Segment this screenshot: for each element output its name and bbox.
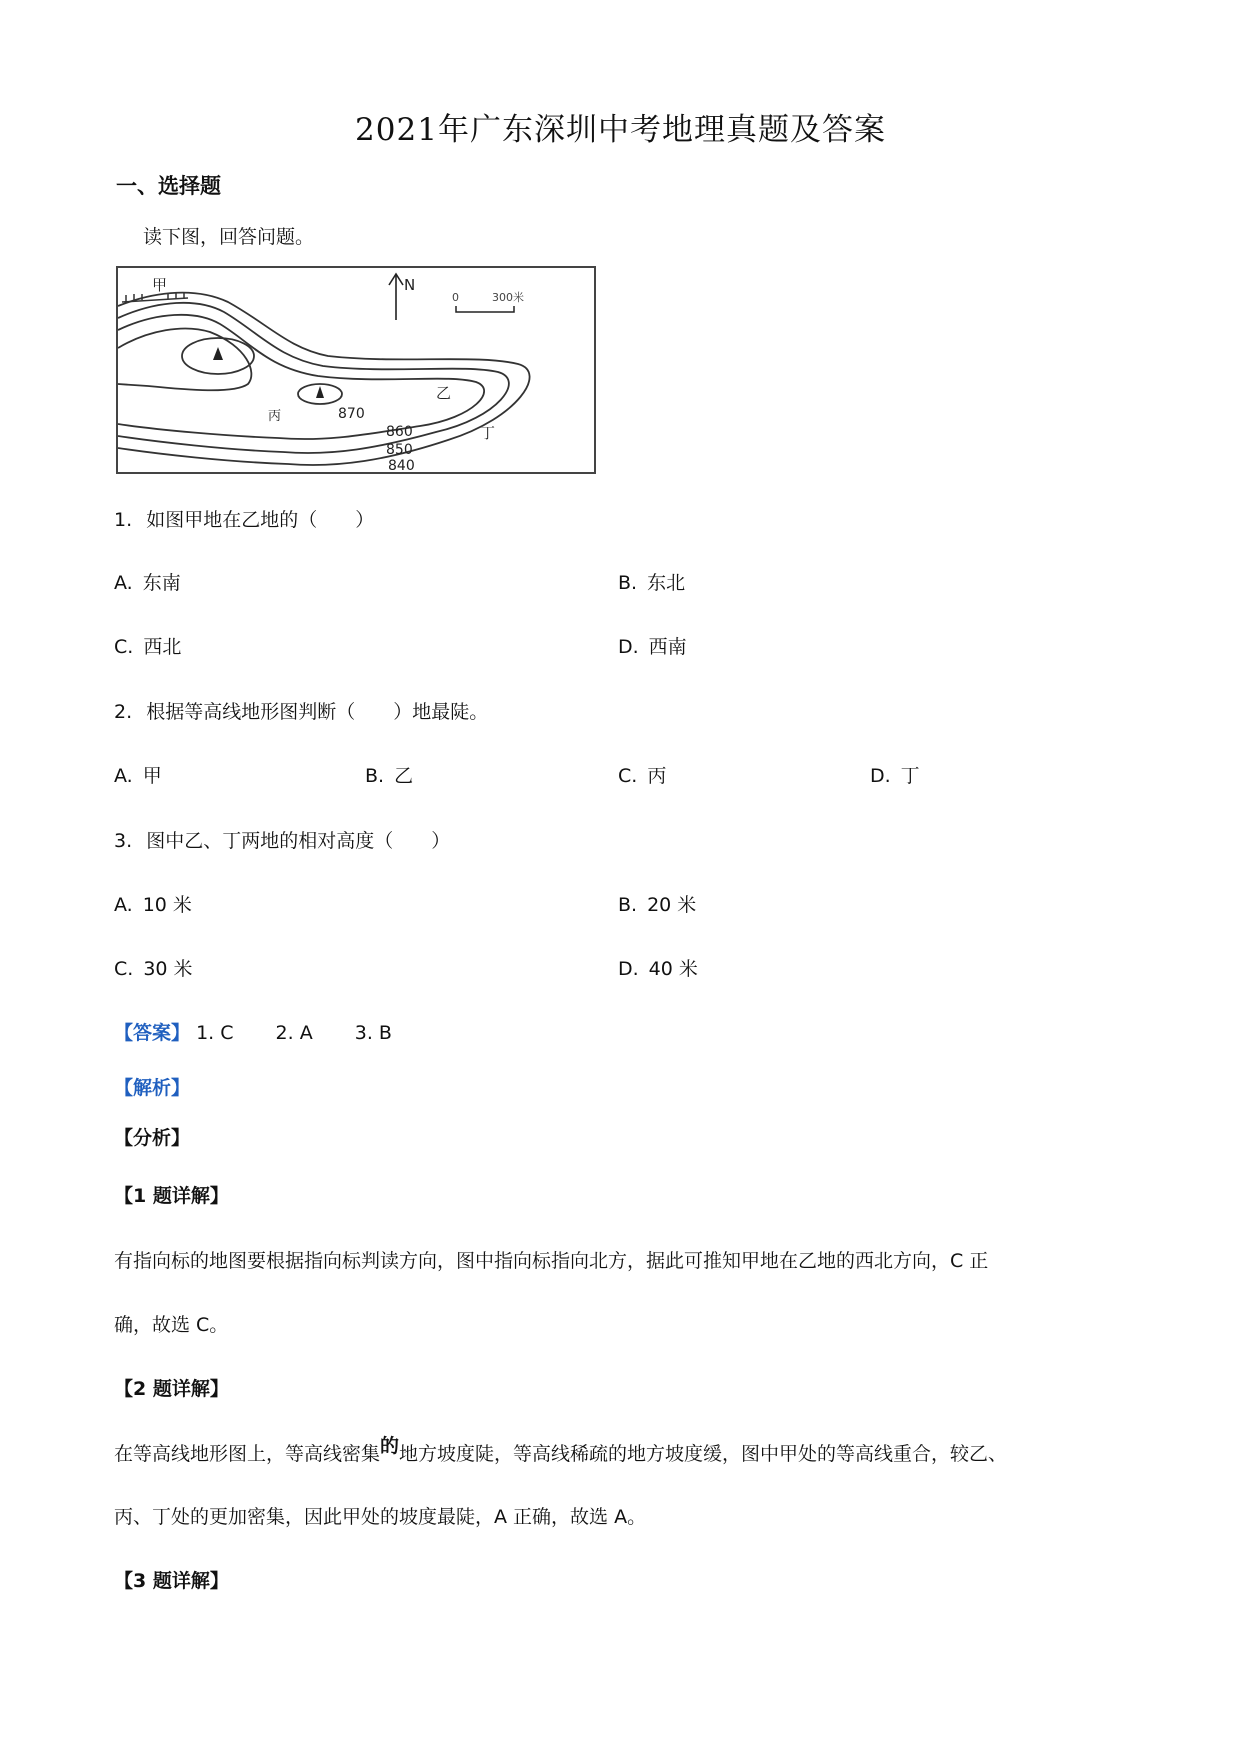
question-number: 1.: [114, 509, 133, 531]
answer-line: [114, 1018, 392, 1045]
option-text: 西南: [648, 636, 687, 658]
q3-option-a: [114, 890, 192, 917]
q3-option-c: [114, 954, 193, 981]
option-text: 10 米: [142, 894, 192, 916]
detail2-text-a: 在等高线地形图上，等高线密集: [114, 1443, 381, 1465]
q1-option-c: [114, 632, 181, 659]
answer-item: 3. B: [354, 1022, 392, 1044]
question-number: 2.: [114, 701, 133, 723]
analysis-label: 【解析】: [114, 1077, 191, 1099]
option-text: 东北: [647, 572, 686, 594]
q1-option-d: [618, 632, 687, 659]
option-letter: D.: [870, 765, 891, 787]
q3-option-d: [618, 954, 698, 981]
peak-triangle-icon: [316, 386, 324, 398]
q2-option-b: [365, 761, 413, 788]
answer-item: 1. C: [196, 1022, 234, 1044]
question-text: 图中乙、丁两地的相对高度（ ）: [146, 830, 451, 852]
q3-option-b: [618, 890, 696, 917]
map-label-jia: 甲: [152, 276, 168, 294]
answer-item: 2. A: [275, 1022, 313, 1044]
option-letter: A.: [114, 894, 133, 916]
option-letter: C.: [114, 636, 134, 658]
scale-bar-icon: [456, 306, 514, 312]
detail2-line1: [114, 1435, 1008, 1466]
option-text: 30 米: [143, 958, 193, 980]
peak-triangle-icon: [213, 347, 223, 360]
detail2-line2: 丙、丁处的更加密集，因此甲处的坡度最陡，A 正确，故选 A。: [114, 1506, 647, 1528]
map-label-ding: 丁: [480, 424, 496, 442]
detail2-text-de: 的: [380, 1435, 400, 1457]
question-text: 如图甲地在乙地的（ ）: [146, 509, 375, 531]
option-letter: A.: [114, 765, 133, 787]
option-text: 丙: [647, 765, 667, 787]
question-3: [114, 826, 450, 853]
map-label-bing: 丙: [268, 409, 282, 424]
map-label-870: 870: [338, 406, 365, 422]
detail2-label: 【2 题详解】: [114, 1378, 229, 1400]
option-text: 甲: [142, 765, 162, 787]
detail1-line1: 有指向标的地图要根据指向标判读方向，图中指向标指向北方，据此可推知甲地在乙地的西北方向，C 正: [114, 1250, 989, 1272]
contour-line-860: [118, 315, 484, 439]
map-label-north: N: [404, 276, 416, 294]
section-heading: 一、选择题: [116, 174, 221, 198]
q2-option-d: [870, 761, 920, 788]
option-letter: C.: [114, 958, 134, 980]
intro-text: 读下图，回答问题。: [143, 226, 315, 248]
option-letter: B.: [618, 572, 638, 594]
q2-option-c: [618, 761, 666, 788]
question-number: 3.: [114, 830, 133, 852]
q1-option-a: [114, 568, 181, 595]
question-1: [114, 505, 374, 532]
contour-map: [116, 266, 596, 474]
detail3-label: 【3 题详解】: [114, 1570, 229, 1592]
option-letter: C.: [618, 765, 638, 787]
question-text: 根据等高线地形图判断（ ）地最陡。: [146, 701, 489, 723]
contour-map-svg: [118, 268, 594, 472]
detail1-line2: 确，故选 C。: [114, 1314, 229, 1336]
detail1-label: 【1 题详解】: [114, 1185, 229, 1207]
option-text: 西北: [143, 636, 182, 658]
map-label-scale-zero: 0: [452, 291, 459, 304]
option-letter: A.: [114, 572, 133, 594]
map-label-yi: 乙: [436, 384, 452, 402]
q2-option-a: [114, 761, 162, 788]
option-text: 40 米: [648, 958, 698, 980]
page-title: 2021年广东深圳中考地理真题及答案: [355, 112, 886, 148]
option-text: 丁: [900, 765, 920, 787]
option-letter: B.: [618, 894, 638, 916]
option-text: 东南: [142, 572, 181, 594]
option-letter: D.: [618, 958, 639, 980]
option-letter: D.: [618, 636, 639, 658]
option-letter: B.: [365, 765, 385, 787]
fenxi-label: 【分析】: [114, 1127, 191, 1149]
option-text: 20 米: [647, 894, 697, 916]
answer-label: 【答案】: [114, 1022, 191, 1044]
map-label-860: 860: [386, 424, 413, 440]
north-arrow-icon: [389, 274, 403, 320]
map-label-840: 840: [388, 458, 415, 472]
q1-option-b: [618, 568, 685, 595]
map-label-850: 850: [386, 442, 413, 458]
option-text: 乙: [394, 765, 414, 787]
detail2-text-b: 地方坡度陡，等高线稀疏的地方坡度缓，图中甲处的等高线重合，较乙、: [399, 1443, 1008, 1465]
map-label-scale-dist: 300米: [492, 291, 524, 304]
contour-line-inner: [118, 329, 251, 391]
question-2: [114, 697, 488, 724]
